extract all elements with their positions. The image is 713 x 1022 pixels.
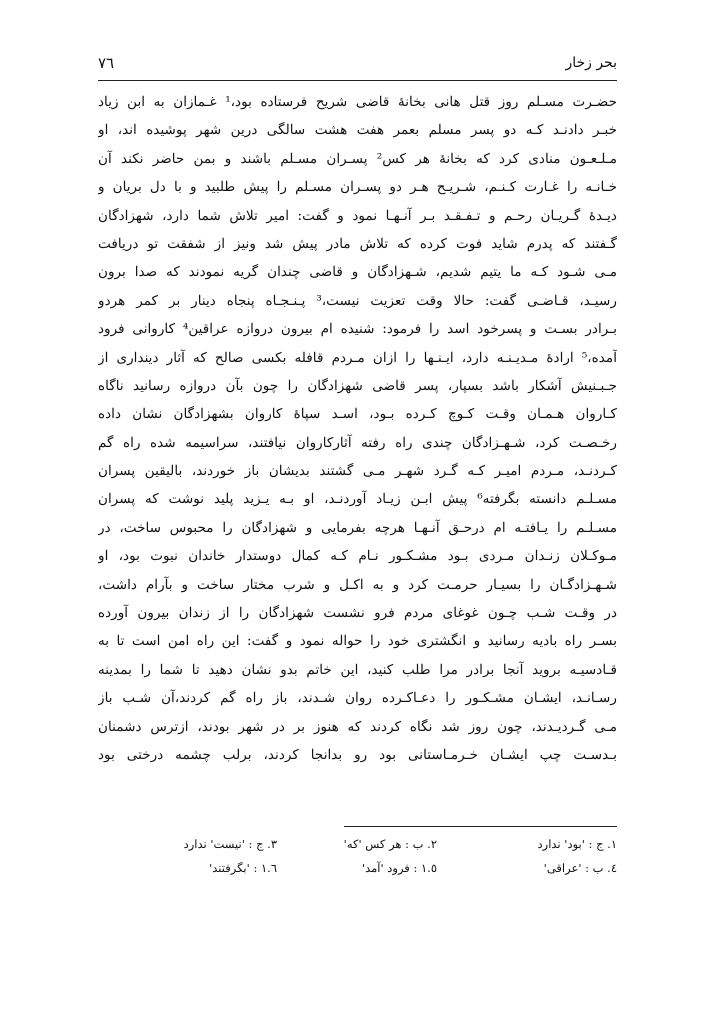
text-line: کـاروان هـمـان وقـت کـوچ کـرده بـود، اسـد سپاهٔ کاروان بشهزادگان نشان داده	[98, 406, 617, 423]
text-line: کـردنـد، مـردم امیـر کـه گـرد شهـر مـی گشتند بدیشان باز خوردند، بالیقین پسران	[98, 463, 617, 480]
text-line: رسـانـد، ایشـان مشـکـور را دعـاکـرده روان شـدند، باز راه گم کردند،آن شـب باز	[98, 690, 617, 707]
text-line: مـی گـردیـدند، چون روز شد نگاه کردند که هنوز بر در شهر بودند، ازترس دشمنان	[98, 718, 617, 735]
header-divider	[98, 80, 617, 81]
text-line: خـانـه را غـارت کـنـم، شـریـح هـر دو پسـران مسـلم را پیش طلبید و با دل بریان و	[98, 179, 617, 196]
text-line: آمده،⁵ ارادهٔ مـدیـنـه دارد، ایـنـها را ازان مـردم قافله بکسی صالح که آثار دینداری از	[98, 349, 617, 366]
text-line: مسـلـم دانسته بگرفته⁶ پیش ابـن زیـاد آوردنـد، او بـه یـزید پلید نوشت که پسران	[98, 491, 617, 508]
text-line: شـهـزادگـان را بسیـار حرمـت کرد و به اکـل و شرب مختار ساخت و بآرام داشت،	[98, 576, 617, 593]
page-number: ٧٦	[98, 54, 115, 72]
text-line: خبـر دادنـد کـه دو پسر مسلم بعمر هفت هشت سالگی درین شهر پوشیده اند، او	[98, 122, 617, 139]
page-header	[98, 52, 617, 74]
text-line: رسیـد، قـاضـی گفت: حالا وقت تعزیت نیست،³ پـنـجـاه پنجاه دینار بر کمر هردو	[98, 292, 617, 309]
footnote: ١. ج : 'بود' ندارد	[537, 837, 617, 851]
text-line: مسـلـم را یـافتـه ام درحـق آنـهـا هرچه بفرمایی و شهزادگان را محبوس ساخت، در	[98, 519, 617, 536]
footnote: ٢. ب : هر کس 'که'	[343, 837, 437, 851]
text-line: مـی شـود کـه ما یتیم شدیم، شـهزادگان و قاضی چندان گریه نمودند که صدا برون	[98, 264, 617, 281]
footnote-row	[98, 856, 617, 880]
footnote: ١.٥ : فرود 'آمد'	[361, 861, 437, 875]
text-line: قـادسیـه بروید آنجا برادر مرا طلب کنید، این خاتم بدو نشان دهید تا شما را بمدینه	[98, 661, 617, 678]
body-text	[98, 88, 617, 769]
text-line: مـوکـلان زنـدان مـردی بـود مشـکـور نـام کـه کمال دوستدار خاندان نبوت بود، او	[98, 548, 617, 565]
text-line: مـلـعـون منادی کرد که بخانهٔ هر کس² پسـران مسـلم باشند و بمن حاضر نکند آن	[98, 150, 617, 167]
footnote: ٣. ج : 'نیست' ندارد	[183, 837, 277, 851]
footnote: ٤. ب : 'عراقی'	[543, 861, 617, 875]
text-line: جـبـنیش آشکار باشد بسپار، پسر قاضی شهزادگان را چون بآن دروازه رسانید ناگاه	[98, 377, 617, 394]
running-title: بحر زخار	[565, 55, 617, 71]
text-line: گـفتند که پدرم شاید فوت کرده که تلاش مادر پیش شد ونیز از شفقت تو دریافت	[98, 235, 617, 252]
footnote-divider	[344, 826, 617, 827]
text-line: بـرادر بسـت و پسرخود اسد را فرمود: شنیده ام بیرون دروازه عراقین⁴ کاروانی فرود	[98, 321, 617, 338]
text-line: دیـدهٔ گـریـان رحـم و تـفـقـد بـر آنـهـا نمود و گفت: امیر تلاش شما دارد، شهزادگان	[98, 207, 617, 224]
text-line: حضـرت مسـلم روز قتل هانی بخانهٔ قاضی شریح فرستاده بود،¹ غـمازان به ابن زیاد	[98, 94, 617, 110]
footnote-row	[98, 832, 617, 856]
text-line: در وقـت شـب چـون غوغای مردم فرو نشست شهزادگان را از زندان بیرون آورده	[98, 605, 617, 622]
footnote: ١.٦ : 'بگرفتند'	[209, 861, 277, 875]
text-line: بـدسـت چپ ایشـان خـرمـاستانی بود رو بدانجا کردند، برلب چشمه درختی بود	[98, 746, 617, 763]
text-line: بسـر راه بادیه رسانید و انگشتری خود را حواله نمود و گفت: این راه امن است تا به	[98, 633, 617, 650]
text-line: رخـصـت کرد، شـهـزادگان چندی راه رفته آثارکاروان نیافتند، سراسیمه شده راه گم	[98, 434, 617, 451]
footnotes	[98, 832, 617, 880]
